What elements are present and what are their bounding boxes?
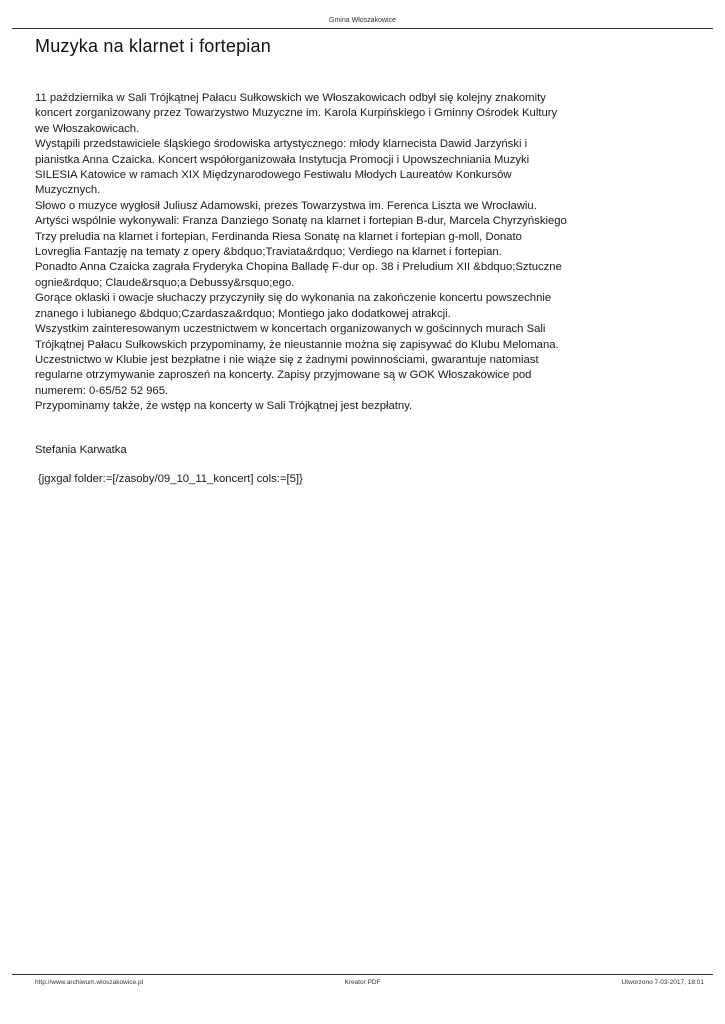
page-footer — [12, 974, 713, 989]
article-paragraph: Przypominamy także, że wstęp na koncerty w Sali Trójkątnej jest bezpłatny. — [35, 400, 413, 413]
article-paragraph: Ponadto Anna Czaicka zagrała Fryderyka Chopina Balladę F-dur op. 38 i Preludium XII &bdquo;Sztuczne ognie&rdquo; Claude&rsquo;a Debussy&rsquo;ego. — [35, 261, 562, 289]
site-name: Gmina Włoszakowice — [329, 17, 396, 24]
footer-url-link[interactable]: http://www.archiwum.wloszakowice.pl — [35, 979, 144, 986]
article-paragraph: Wszystkim zainteresowanym uczestnictwem w koncertach organizowanych w gościnnych murach Sali Trójkątnej Pałacu Sułkowskich przypominamy, że nieustannie można się zapisywać do Klubu Melomana. Uczestnictwo w Klubie jest bezpłatne i nie wiąże się z żadnymi powinnościami, gwarantuje natomiast regularne otrzymywanie zaproszeń na koncerty. Zapisy przyjmowane są w GOK Włoszakowice pod numerem: 0-65/52 52 965. — [35, 323, 559, 397]
footer-generator: Kreator PDF — [344, 979, 381, 986]
article-paragraph: Słowo o muzyce wygłosił Juliusz Adamowski, prezes Towarzystwa im. Ferenca Liszta we Wrocławiu. — [35, 199, 537, 212]
footer-created-date: Utworzono 7-03-2017, 18:01 — [621, 979, 704, 986]
article-author: Stefania Karwatka — [35, 444, 127, 456]
article-paragraph: Wystąpili przedstawiciele śląskiego środowiska artystycznego: młody klarnecista Dawid Jarzyński i pianistka Anna Czaicka. Koncert współorganizowała Instytucja Promocji i Upowszechniania Muzyki SILESIA Katowice w ramach XIX Międzynarodowego Festiwalu Młodych Laureatów Konkursów Muzycznych. — [35, 138, 530, 197]
article-paragraph: Gorące oklaski i owacje słuchaczy przyczyniły się do wykonania na zakończenie koncertu powszechnie znanego i lubianego &bdquo;Czardasza&rdquo; Montiego jako dodatkowej atrakcji. — [35, 292, 552, 320]
article-body — [35, 91, 570, 415]
article-title: Muzyka na klarnet i fortepian — [35, 36, 271, 56]
article-paragraph: Artyści wspólnie wykonywali: Franza Danziego Sonatę na klarnet i fortepian B-dur, Marcela Chyrzyńskiego Trzy preludia na klarnet i fortepian, Ferdinanda Riesa Sonatę na klarnet i fortepian g-moll, Donato Lovreglia Fantazję na tematy z opery &bdquo;Traviata&rdquo; Verdiego na klarnet i fortepian. — [35, 215, 567, 259]
gallery-shortcode: {jgxgal folder:=[/zasoby/09_10_11_koncert] cols:=[5]} — [38, 473, 303, 485]
article-paragraph: 11 października w Sali Trójkątnej Pałacu Sułkowskich we Włoszakowicach odbył się kolejny znakomity koncert zorganizowany przez Towarzystwo Muzyczne im. Karola Kurpińskiego i Gminny Ośrodek Kultury we Włoszakowicach. — [35, 92, 558, 135]
page-header — [12, 0, 713, 29]
